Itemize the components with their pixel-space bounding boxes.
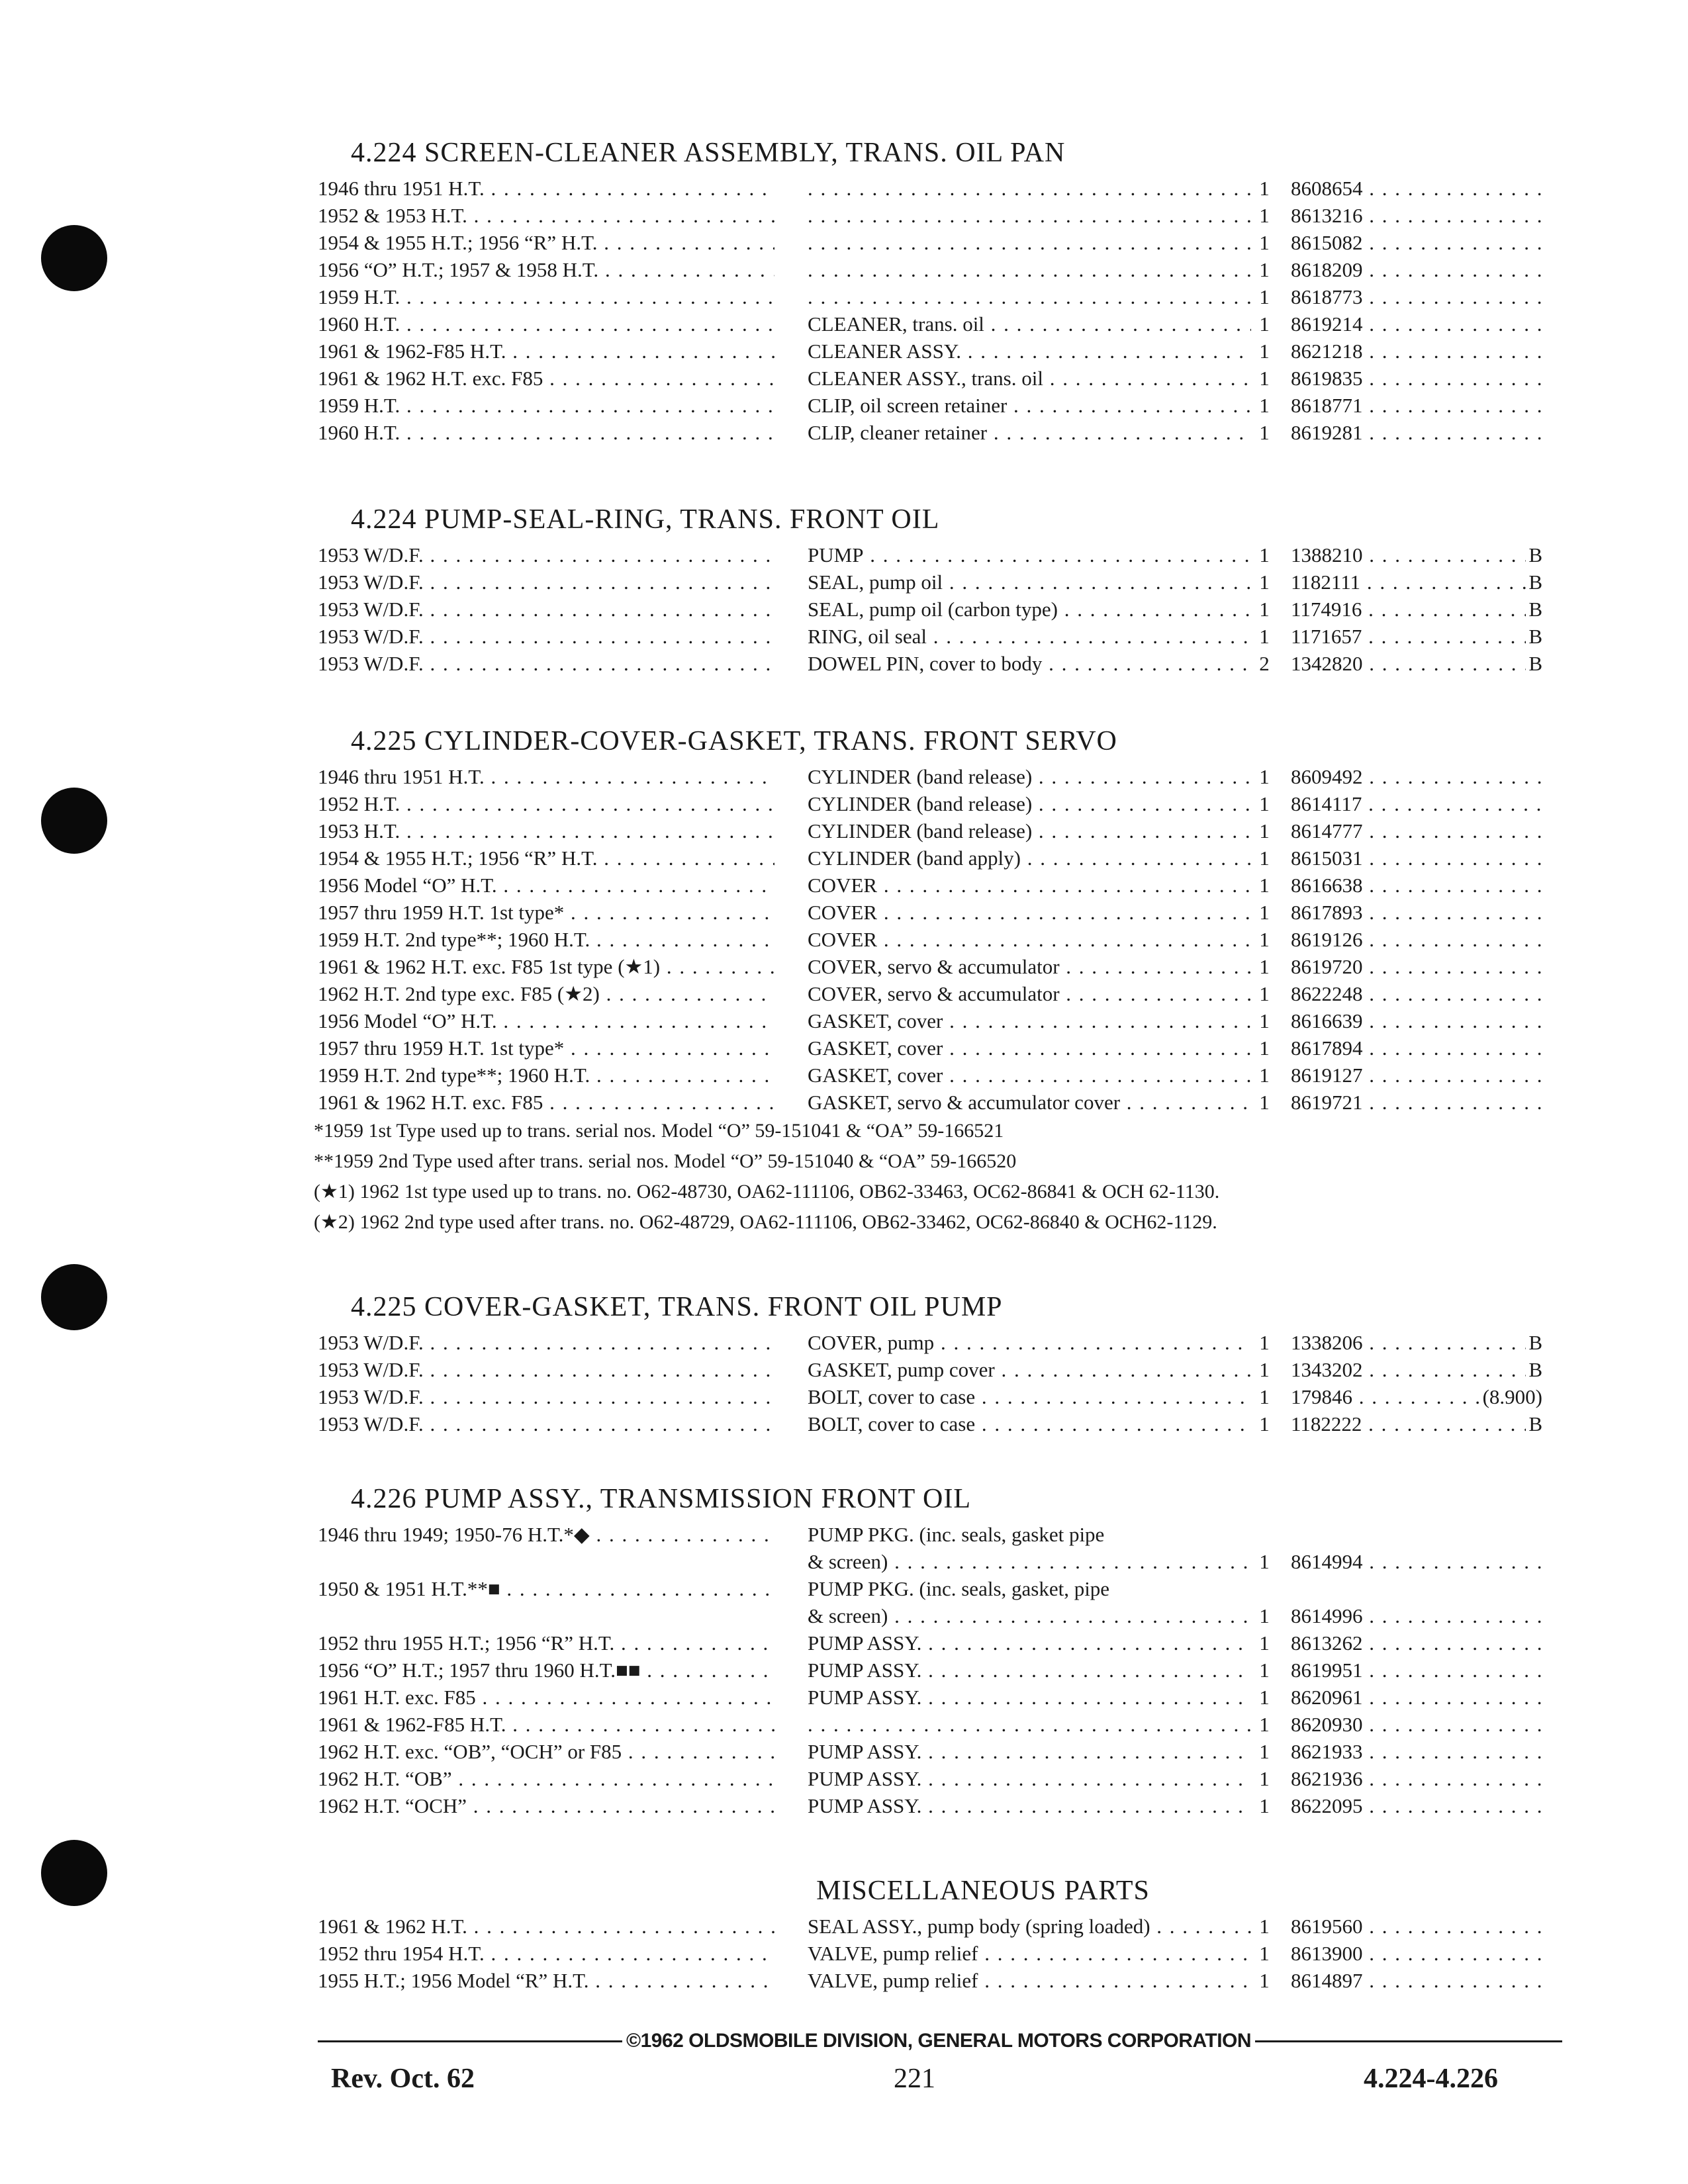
model-year: 1952 H.T. . . . bbox=[318, 790, 774, 817]
part-number: 8619127 . . . bbox=[1291, 1062, 1542, 1089]
part-description: PUMP ASSY. . . . bbox=[808, 1765, 1251, 1792]
model-year: 1957 thru 1959 H.T. 1st type* . . . bbox=[318, 899, 774, 926]
part-description: RING, oil seal . . . bbox=[808, 623, 1251, 650]
section-pump-assy bbox=[318, 1477, 1542, 1819]
part-description: COVER . . . bbox=[808, 872, 1251, 899]
part-description: COVER, servo & accumulator . . . bbox=[808, 953, 1251, 980]
part-number: 8620961 . . . bbox=[1291, 1684, 1542, 1711]
model-year: 1961 & 1962 H.T. exc. F85 . . . bbox=[318, 365, 774, 392]
part-number: 8621936 . . . bbox=[1291, 1765, 1542, 1792]
part-number: 8614897 . . . bbox=[1291, 1967, 1542, 1994]
model-year: 1962 H.T. “OCH” . . . bbox=[318, 1792, 774, 1819]
part-description: COVER, servo & accumulator . . . bbox=[808, 980, 1251, 1007]
part-row bbox=[318, 1062, 1542, 1089]
model-year: 1953 W/D.F. . . . bbox=[318, 541, 774, 569]
part-source-code: B bbox=[1526, 1356, 1542, 1383]
part-description: DOWEL PIN, cover to body . . . bbox=[808, 650, 1251, 677]
part-row bbox=[318, 1967, 1542, 1994]
binder-hole bbox=[41, 788, 107, 854]
quantity: 1 bbox=[1259, 421, 1270, 444]
part-row bbox=[318, 1765, 1542, 1792]
part-number: 8619281 . . . bbox=[1291, 419, 1542, 446]
section-title: 4.226 PUMP ASSY., TRANSMISSION FRONT OIL bbox=[351, 1484, 972, 1514]
part-number: 8615031 . . . bbox=[1291, 844, 1542, 872]
part-row bbox=[318, 899, 1542, 926]
part-number: 8609492 . . . bbox=[1291, 763, 1542, 790]
quantity: 1 bbox=[1259, 846, 1270, 870]
model-year: 1962 H.T. exc. “OB”, “OCH” or F85 . . . bbox=[318, 1738, 774, 1765]
revision-date: Rev. Oct. 62 bbox=[331, 2064, 475, 2094]
part-number: 1388210 . . . bbox=[1291, 541, 1542, 569]
part-number: 8614777 . . . bbox=[1291, 817, 1542, 844]
part-number: 1171657 . . . bbox=[1291, 623, 1542, 650]
part-number: 1343202 . . . bbox=[1291, 1356, 1542, 1383]
part-number: 8618773 . . . bbox=[1291, 283, 1542, 310]
part-row bbox=[318, 1940, 1542, 1967]
part-description bbox=[808, 283, 1251, 310]
page-number: 221 bbox=[894, 2064, 935, 2094]
part-number: 8622095 . . . bbox=[1291, 1792, 1542, 1819]
part-description: & screen) . . . bbox=[808, 1602, 1251, 1629]
binder-hole bbox=[41, 225, 107, 291]
part-description: PUMP ASSY. . . . bbox=[808, 1684, 1251, 1711]
part-number: 8621933 . . . bbox=[1291, 1738, 1542, 1765]
quantity: 1 bbox=[1259, 1740, 1270, 1763]
model-year: 1961 & 1962 H.T. exc. F85 . . . bbox=[318, 1089, 774, 1116]
part-number: 8618209 . . . bbox=[1291, 256, 1542, 283]
model-year: 1946 thru 1951 H.T. . . . bbox=[318, 175, 774, 202]
part-description: CYLINDER (band apply) . . . bbox=[808, 844, 1251, 872]
part-row bbox=[318, 338, 1542, 365]
model-year: 1953 H.T. . . . bbox=[318, 817, 774, 844]
part-row bbox=[318, 256, 1542, 283]
quantity: 1 bbox=[1259, 570, 1270, 594]
model-year: 1960 H.T. . . . bbox=[318, 419, 774, 446]
part-description: BOLT, cover to case . . . bbox=[808, 1383, 1251, 1410]
quantity: 1 bbox=[1259, 1604, 1270, 1627]
part-row bbox=[318, 569, 1542, 596]
part-row bbox=[318, 1356, 1542, 1383]
quantity: 1 bbox=[1259, 1091, 1270, 1114]
model-year: 1953 W/D.F. . . . bbox=[318, 1356, 774, 1383]
part-description: CYLINDER (band release) . . . bbox=[808, 763, 1251, 790]
part-source-code: (8.900) bbox=[1480, 1383, 1542, 1410]
part-description: PUMP PKG. (inc. seals, gasket pipe bbox=[808, 1523, 1105, 1546]
part-row bbox=[318, 953, 1542, 980]
model-year: 1960 H.T. . . . bbox=[318, 310, 774, 338]
quantity: 1 bbox=[1259, 1767, 1270, 1790]
part-number: 8617893 . . . bbox=[1291, 899, 1542, 926]
part-row bbox=[318, 844, 1542, 872]
part-row bbox=[318, 541, 1542, 569]
model-year: 1953 W/D.F. . . . bbox=[318, 1410, 774, 1437]
footnote: (★1) 1962 1st type used up to trans. no. O62-48730, OA62-111106, OB62-33463, OC62-86841 & OCH 62-1130. bbox=[314, 1181, 1220, 1203]
part-row bbox=[318, 1657, 1542, 1684]
part-number: 8619835 . . . bbox=[1291, 365, 1542, 392]
part-row bbox=[318, 365, 1542, 392]
model-year: 1953 W/D.F. . . . bbox=[318, 596, 774, 623]
section-title: 4.224 SCREEN-CLEANER ASSEMBLY, TRANS. OIL PAN bbox=[351, 138, 1066, 168]
part-number: 1182222 . . . bbox=[1291, 1410, 1542, 1437]
quantity: 1 bbox=[1259, 1331, 1270, 1354]
part-description bbox=[808, 1711, 1251, 1738]
quantity: 1 bbox=[1259, 1659, 1270, 1682]
model-year: 1946 thru 1949; 1950-76 H.T.*◆ . . . bbox=[318, 1521, 774, 1548]
quantity: 1 bbox=[1259, 367, 1270, 390]
quantity: 1 bbox=[1259, 598, 1270, 621]
model-year: 1961 & 1962 H.T. exc. F85 1st type (★1) . . . bbox=[318, 953, 774, 980]
model-year: 1953 W/D.F. . . . bbox=[318, 1329, 774, 1356]
part-row bbox=[318, 175, 1542, 202]
quantity: 1 bbox=[1259, 765, 1270, 788]
part-number: 8618771 . . . bbox=[1291, 392, 1542, 419]
model-year: 1962 H.T. “OB” . . . bbox=[318, 1765, 774, 1792]
model-year: 1953 W/D.F. . . . bbox=[318, 623, 774, 650]
model-year: 1959 H.T. 2nd type**; 1960 H.T. . . . bbox=[318, 1062, 774, 1089]
model-year: 1956 “O” H.T.; 1957 & 1958 H.T. . . . bbox=[318, 256, 774, 283]
quantity: 1 bbox=[1259, 340, 1270, 363]
quantity: 1 bbox=[1259, 955, 1270, 978]
quantity: 1 bbox=[1259, 394, 1270, 417]
part-description bbox=[808, 175, 1251, 202]
quantity: 2 bbox=[1259, 652, 1270, 675]
part-description: COVER . . . bbox=[808, 899, 1251, 926]
section-title: MISCELLANEOUS PARTS bbox=[816, 1876, 1150, 1906]
part-description: CLIP, oil screen retainer . . . bbox=[808, 392, 1251, 419]
model-year: 1961 & 1962-F85 H.T. . . . bbox=[318, 338, 774, 365]
model-year: 1952 thru 1955 H.T.; 1956 “R” H.T. . . . bbox=[318, 1629, 774, 1657]
part-description: SEAL ASSY., pump body (spring loaded) . . . bbox=[808, 1913, 1251, 1940]
model-year: 1953 W/D.F. . . . bbox=[318, 569, 774, 596]
part-source-code: B bbox=[1526, 650, 1542, 677]
section-title: 4.224 PUMP-SEAL-RING, TRANS. FRONT OIL bbox=[351, 504, 940, 535]
model-year: 1952 & 1953 H.T. . . . bbox=[318, 202, 774, 229]
part-description: CLEANER, trans. oil . . . bbox=[808, 310, 1251, 338]
quantity: 1 bbox=[1259, 285, 1270, 308]
part-description: VALVE, pump relief . . . bbox=[808, 1940, 1251, 1967]
model-year: 1961 & 1962 H.T. . . . bbox=[318, 1913, 774, 1940]
part-description: GASKET, cover . . . bbox=[808, 1062, 1251, 1089]
part-row bbox=[318, 1548, 1542, 1575]
quantity: 1 bbox=[1259, 543, 1270, 567]
section-title: 4.225 COVER-GASKET, TRANS. FRONT OIL PUMP bbox=[351, 1292, 1003, 1322]
part-description: GASKET, cover . . . bbox=[808, 1007, 1251, 1034]
model-year: 1952 thru 1954 H.T. . . . bbox=[318, 1940, 774, 1967]
part-description: GASKET, servo & accumulator cover . . . bbox=[808, 1089, 1251, 1116]
quantity: 1 bbox=[1259, 1686, 1270, 1709]
part-description: PUMP ASSY. . . . bbox=[808, 1629, 1251, 1657]
part-number: 8617894 . . . bbox=[1291, 1034, 1542, 1062]
part-row bbox=[318, 1410, 1542, 1437]
part-row bbox=[318, 310, 1542, 338]
quantity: 1 bbox=[1259, 1358, 1270, 1381]
part-number: 179846 . . . bbox=[1291, 1383, 1542, 1410]
parts-list bbox=[318, 1521, 1542, 1819]
quantity: 1 bbox=[1259, 1713, 1270, 1736]
part-number: 8621218 . . . bbox=[1291, 338, 1542, 365]
quantity: 1 bbox=[1259, 1064, 1270, 1087]
model-year: 1961 & 1962-F85 H.T. . . . bbox=[318, 1711, 774, 1738]
part-row bbox=[318, 1602, 1542, 1629]
part-row bbox=[318, 596, 1542, 623]
part-row bbox=[318, 817, 1542, 844]
quantity: 1 bbox=[1259, 1009, 1270, 1032]
part-row bbox=[318, 1383, 1542, 1410]
model-year: 1954 & 1955 H.T.; 1956 “R” H.T. . . . bbox=[318, 844, 774, 872]
parts-list bbox=[318, 541, 1542, 677]
quantity: 1 bbox=[1259, 177, 1270, 200]
model-year: 1956 Model “O” H.T. . . . bbox=[318, 872, 774, 899]
part-description: CLEANER ASSY., trans. oil . . . bbox=[808, 365, 1251, 392]
part-row bbox=[318, 1792, 1542, 1819]
part-number: 8614117 . . . bbox=[1291, 790, 1542, 817]
part-row bbox=[318, 1629, 1542, 1657]
part-row bbox=[318, 1738, 1542, 1765]
quantity: 1 bbox=[1259, 1412, 1270, 1435]
part-number: 1182111 . . . bbox=[1291, 569, 1542, 596]
part-source-code: B bbox=[1526, 596, 1542, 623]
parts-list bbox=[318, 175, 1542, 446]
part-row bbox=[318, 980, 1542, 1007]
part-description: CLEANER ASSY. . . . bbox=[808, 338, 1251, 365]
part-row bbox=[318, 1711, 1542, 1738]
part-row bbox=[318, 1089, 1542, 1116]
part-description bbox=[808, 202, 1251, 229]
part-row bbox=[318, 763, 1542, 790]
part-row bbox=[318, 623, 1542, 650]
section-cover-gasket-pump bbox=[318, 1285, 1542, 1437]
quantity: 1 bbox=[1259, 819, 1270, 842]
part-description: PUMP ASSY. . . . bbox=[808, 1657, 1251, 1684]
part-number: 8616638 . . . bbox=[1291, 872, 1542, 899]
quantity: 1 bbox=[1259, 874, 1270, 897]
model-year: 1956 Model “O” H.T. . . . bbox=[318, 1007, 774, 1034]
part-row bbox=[318, 926, 1542, 953]
part-description: BOLT, cover to case . . . bbox=[808, 1410, 1251, 1437]
model-year: 1959 H.T. . . . bbox=[318, 392, 774, 419]
part-row bbox=[318, 1034, 1542, 1062]
copyright-notice: ©1962 OLDSMOBILE DIVISION, GENERAL MOTORS CORPORATION bbox=[622, 2029, 1255, 2053]
part-source-code: B bbox=[1526, 1329, 1542, 1356]
part-description: CYLINDER (band release) . . . bbox=[808, 790, 1251, 817]
part-description: VALVE, pump relief . . . bbox=[808, 1967, 1251, 1994]
part-row bbox=[318, 392, 1542, 419]
part-description: & screen) . . . bbox=[808, 1548, 1251, 1575]
part-number: 8619721 . . . bbox=[1291, 1089, 1542, 1116]
quantity: 1 bbox=[1259, 1915, 1270, 1938]
quantity: 1 bbox=[1259, 1631, 1270, 1655]
part-description bbox=[808, 256, 1251, 283]
part-row bbox=[318, 650, 1542, 677]
part-number: 8616639 . . . bbox=[1291, 1007, 1542, 1034]
model-year: 1955 H.T.; 1956 Model “R” H.T. . . . bbox=[318, 1967, 774, 1994]
parts-list bbox=[318, 763, 1542, 1116]
model-year: 1953 W/D.F. . . . bbox=[318, 1383, 774, 1410]
part-source-code: B bbox=[1526, 623, 1542, 650]
quantity: 1 bbox=[1259, 231, 1270, 254]
quantity: 1 bbox=[1259, 928, 1270, 951]
model-year: 1961 H.T. exc. F85 . . . bbox=[318, 1684, 774, 1711]
part-description: CLIP, cleaner retainer . . . bbox=[808, 419, 1251, 446]
section-cylinder-cover-gasket bbox=[314, 719, 1542, 1238]
model-year: 1962 H.T. 2nd type exc. F85 (★2) . . . bbox=[318, 980, 774, 1007]
part-description: SEAL, pump oil . . . bbox=[808, 569, 1251, 596]
quantity: 1 bbox=[1259, 1036, 1270, 1060]
part-description: GASKET, cover . . . bbox=[808, 1034, 1251, 1062]
part-number: 8622248 . . . bbox=[1291, 980, 1542, 1007]
quantity: 1 bbox=[1259, 901, 1270, 924]
model-year: 1946 thru 1951 H.T. . . . bbox=[318, 763, 774, 790]
part-description: CYLINDER (band release) . . . bbox=[808, 817, 1251, 844]
part-row bbox=[318, 1913, 1542, 1940]
quantity: 1 bbox=[1259, 1794, 1270, 1817]
part-row bbox=[318, 1684, 1542, 1711]
quantity: 1 bbox=[1259, 258, 1270, 281]
part-number: 8619560 . . . bbox=[1291, 1913, 1542, 1940]
part-number: 8619720 . . . bbox=[1291, 953, 1542, 980]
quantity: 1 bbox=[1259, 1969, 1270, 1992]
quantity: 1 bbox=[1259, 312, 1270, 336]
part-description: SEAL, pump oil (carbon type) . . . bbox=[808, 596, 1251, 623]
quantity: 1 bbox=[1259, 982, 1270, 1005]
footnote: (★2) 1962 2nd type used after trans. no. O62-48729, OA62-111106, OB62-33462, OC62-86840 & OCH62-1129. bbox=[314, 1211, 1217, 1233]
model-year: 1956 “O” H.T.; 1957 thru 1960 H.T.■■ . . . bbox=[318, 1657, 774, 1684]
quantity: 1 bbox=[1259, 1942, 1270, 1965]
quantity: 1 bbox=[1259, 1550, 1270, 1573]
part-description: GASKET, pump cover . . . bbox=[808, 1356, 1251, 1383]
section-title: 4.225 CYLINDER-COVER-GASKET, TRANS. FRONT SERVO bbox=[351, 726, 1117, 756]
part-number: 8613216 . . . bbox=[1291, 202, 1542, 229]
part-row bbox=[318, 1007, 1542, 1034]
part-description: PUMP ASSY. . . . bbox=[808, 1792, 1251, 1819]
section-misc-parts bbox=[318, 1869, 1542, 1994]
part-number: 8619214 . . . bbox=[1291, 310, 1542, 338]
model-year: 1954 & 1955 H.T.; 1956 “R” H.T. . . . bbox=[318, 229, 774, 256]
part-number: 1338206 . . . bbox=[1291, 1329, 1542, 1356]
part-row bbox=[318, 419, 1542, 446]
model-year: 1959 H.T. 2nd type**; 1960 H.T. . . . bbox=[318, 926, 774, 953]
part-number: 8613262 . . . bbox=[1291, 1629, 1542, 1657]
model-year: 1950 & 1951 H.T.**■ . . . bbox=[318, 1575, 774, 1602]
part-source-code: B bbox=[1526, 569, 1542, 596]
part-description bbox=[808, 229, 1251, 256]
part-number: 8619951 . . . bbox=[1291, 1657, 1542, 1684]
part-source-code: B bbox=[1526, 541, 1542, 569]
footnotes bbox=[314, 1116, 1542, 1238]
parts-list bbox=[318, 1913, 1542, 1994]
part-row bbox=[318, 1329, 1542, 1356]
binder-hole bbox=[41, 1840, 107, 1906]
model-year: 1957 thru 1959 H.T. 1st type* . . . bbox=[318, 1034, 774, 1062]
quantity: 1 bbox=[1259, 792, 1270, 815]
part-row bbox=[318, 229, 1542, 256]
part-row bbox=[318, 202, 1542, 229]
part-number: 1174916 . . . bbox=[1291, 596, 1542, 623]
section-pump-seal-ring bbox=[318, 498, 1542, 677]
part-description: PUMP PKG. (inc. seals, gasket, pipe bbox=[808, 1577, 1110, 1600]
quantity: 1 bbox=[1259, 625, 1270, 648]
section-range: 4.224-4.226 bbox=[1364, 2064, 1498, 2094]
part-row bbox=[318, 790, 1542, 817]
part-number: 8614996 . . . bbox=[1291, 1602, 1542, 1629]
part-row bbox=[318, 1575, 1542, 1602]
part-number: 8615082 . . . bbox=[1291, 229, 1542, 256]
part-description: COVER, pump . . . bbox=[808, 1329, 1251, 1356]
part-description: PUMP . . . bbox=[808, 541, 1251, 569]
model-year: 1953 W/D.F. . . . bbox=[318, 650, 774, 677]
part-number: 8620930 . . . bbox=[1291, 1711, 1542, 1738]
part-row bbox=[318, 872, 1542, 899]
part-number: 8614994 . . . bbox=[1291, 1548, 1542, 1575]
section-screen-cleaner bbox=[318, 131, 1542, 446]
parts-list bbox=[318, 1329, 1542, 1437]
part-number: 8619126 . . . bbox=[1291, 926, 1542, 953]
model-year: 1959 H.T. . . . bbox=[318, 283, 774, 310]
part-description: PUMP ASSY. . . . bbox=[808, 1738, 1251, 1765]
quantity: 1 bbox=[1259, 204, 1270, 227]
part-row bbox=[318, 1521, 1542, 1548]
footnote: *1959 1st Type used up to trans. serial nos. Model “O” 59-151041 & “OA” 59-166521 bbox=[314, 1120, 1004, 1142]
quantity: 1 bbox=[1259, 1385, 1270, 1408]
part-number: 8613900 . . . bbox=[1291, 1940, 1542, 1967]
binder-hole bbox=[41, 1264, 107, 1330]
part-description: COVER . . . bbox=[808, 926, 1251, 953]
part-source-code: B bbox=[1526, 1410, 1542, 1437]
footnote: **1959 2nd Type used after trans. serial nos. Model “O” 59-151040 & “OA” 59-166520 bbox=[314, 1150, 1017, 1172]
part-number: 8608654 . . . bbox=[1291, 175, 1542, 202]
part-row bbox=[318, 283, 1542, 310]
part-number: 1342820 . . . bbox=[1291, 650, 1542, 677]
